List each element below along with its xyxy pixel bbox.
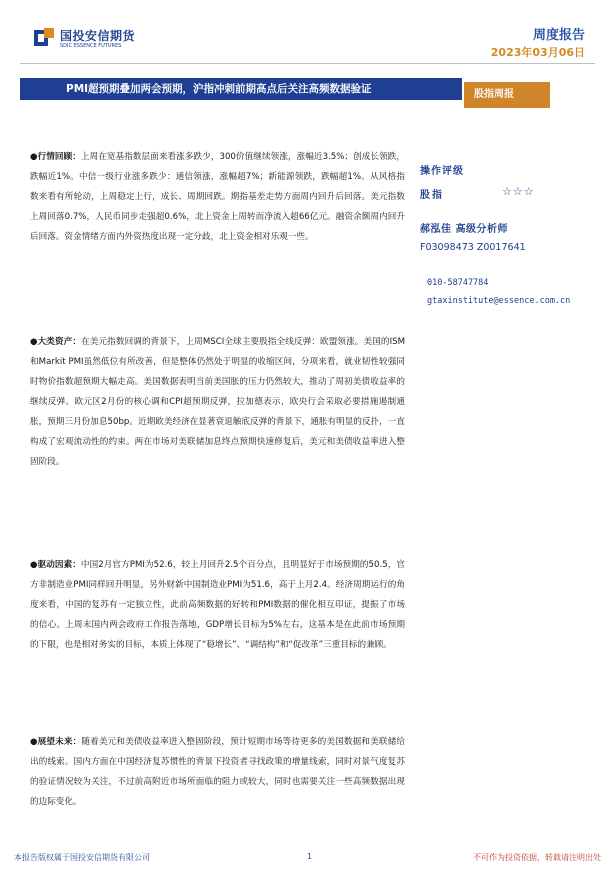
report-date: 2023年03月06日 [490, 46, 585, 59]
analyst-name: 郝泓佳 高级分析师 [420, 224, 508, 235]
section-asset-classes [30, 332, 405, 472]
bullet-icon: ● [30, 560, 38, 570]
report-type: 周度报告 [532, 28, 585, 43]
bullet-icon: ● [30, 337, 38, 347]
section-heading: 大类资产： [37, 337, 82, 347]
section-heading: 行情回顾： [37, 152, 81, 162]
contact-email[interactable]: gtaxinstitute@essence.com.cn [427, 296, 571, 306]
company-logo-text: 国投安信期货 [60, 29, 136, 43]
report-category-tag: 股指周报 [464, 82, 550, 108]
bullet-icon: ● [30, 152, 38, 162]
rating-row [420, 186, 610, 200]
section-outlook [30, 732, 405, 812]
rating-label: 操作评级 [420, 166, 464, 177]
section-text: 上周在宽基指数层面来看涨多跌少，300价值继续领涨，涨幅近3.5%；创成长领跌，跌幅近1%。中信一级行业涨多跌少：通信领涨，涨幅超7%；新能源领跌，跌幅超1%。从风格指数来看有所轮动，上周稳定上行，成长、周期回跌。期指基差走势方面周内回升后回落。美元指数上周回落0.7%，人民币同步走强超0.6%，北上资金上周转而净流入超66亿元。融资余额周内回升后回落。资金情绪方面内外资热度出现一定分歧，北上资金相对乐观一些。 [30, 152, 405, 242]
copyright-notice: 本报告版权属于国投安信期货有限公司 [14, 853, 150, 862]
bullet-icon: ● [30, 737, 38, 747]
page-footer [0, 848, 615, 870]
report-header [0, 0, 615, 66]
section-market-review [30, 147, 405, 247]
section-heading: 展望未来： [37, 737, 82, 747]
section-text: 随着美元和美债收益率进入整固阶段，预计短期市场等待更多的美国数据和美联储给出的线索。国内方面在中国经济复苏惯性的背景下投资者寻找政策的增量线索，同时对景气度复苏的验证情况较为关注，不过前高附近市场所面临的阻力或较大，同时也需要关注一些高频数据出现的边际变化。 [30, 737, 405, 807]
sdic-logo-icon [34, 28, 54, 48]
disclaimer: 不可作为投资依据，转载请注明出处 [473, 853, 601, 862]
analyst-sidebar [420, 162, 615, 306]
section-drivers [30, 555, 405, 655]
section-text: 中国2月官方PMI为52.6，较上月回升2.5个百分点，且明显好于市场预期的50.5，官方非制造业PMI同样回升明显，另外财新中国制造业PMI为51.6，高于上月2.4。经济周期运行的角度来看，中国的复苏有一定独立性，此前高频数据的好转和PMI数据的催化相互印证，提振了市场的信心。上周末国内两会政府工作报告落地，GDP增长目标为5%左右，这基本是在此前市场预期的下限，也是相对务实的目标，本质上体现了“稳增长”、“调结构”和“促改革”三重目标的兼顾。 [30, 560, 405, 650]
section-text: 在美元指数回调的背景下，上周MSCI全球主要股指全线反弹：欧盟领涨。美国的ISM和Markit PMI虽然低位有所改善，但是整体仍然处于明显的收缩区间，分项来看，就业韧性较强同时物价指数超预期大幅走高。美国数据表明当前美国胀的压力仍然较大，推动了周初美债收益率的继续反弹。欧元区2月份的核心调和CPI超预期反弹，拉加德表示，欧央行会采取必要措施遏制通胀，预期三月份加息50bp。近期欧美经济在显著衰退触底反弹的背景下，通胀有明显的反扑，一直构成了宏观流动性的约束。两在市场对美联储加息终点预期快速修复后，美元和美债收益率进入整固阶段。 [30, 337, 405, 467]
rating-stars-icon: ☆☆☆ [502, 185, 535, 198]
section-heading: 驱动因素： [37, 560, 81, 570]
page-number: 1 [307, 852, 313, 861]
report-title: PMI超预期叠加两会预期，沪指冲刺前期高点后关注高频数据验证 [20, 78, 462, 100]
company-logo-english: SDIC ESSENCE FUTURES [60, 43, 122, 49]
contact-phone: 010-58747784 [427, 278, 489, 288]
analyst-certificate: F03098473 Z0017641 [420, 242, 526, 253]
title-banner [20, 68, 595, 112]
header-divider [20, 63, 595, 64]
rating-name: 股指 [420, 190, 444, 201]
